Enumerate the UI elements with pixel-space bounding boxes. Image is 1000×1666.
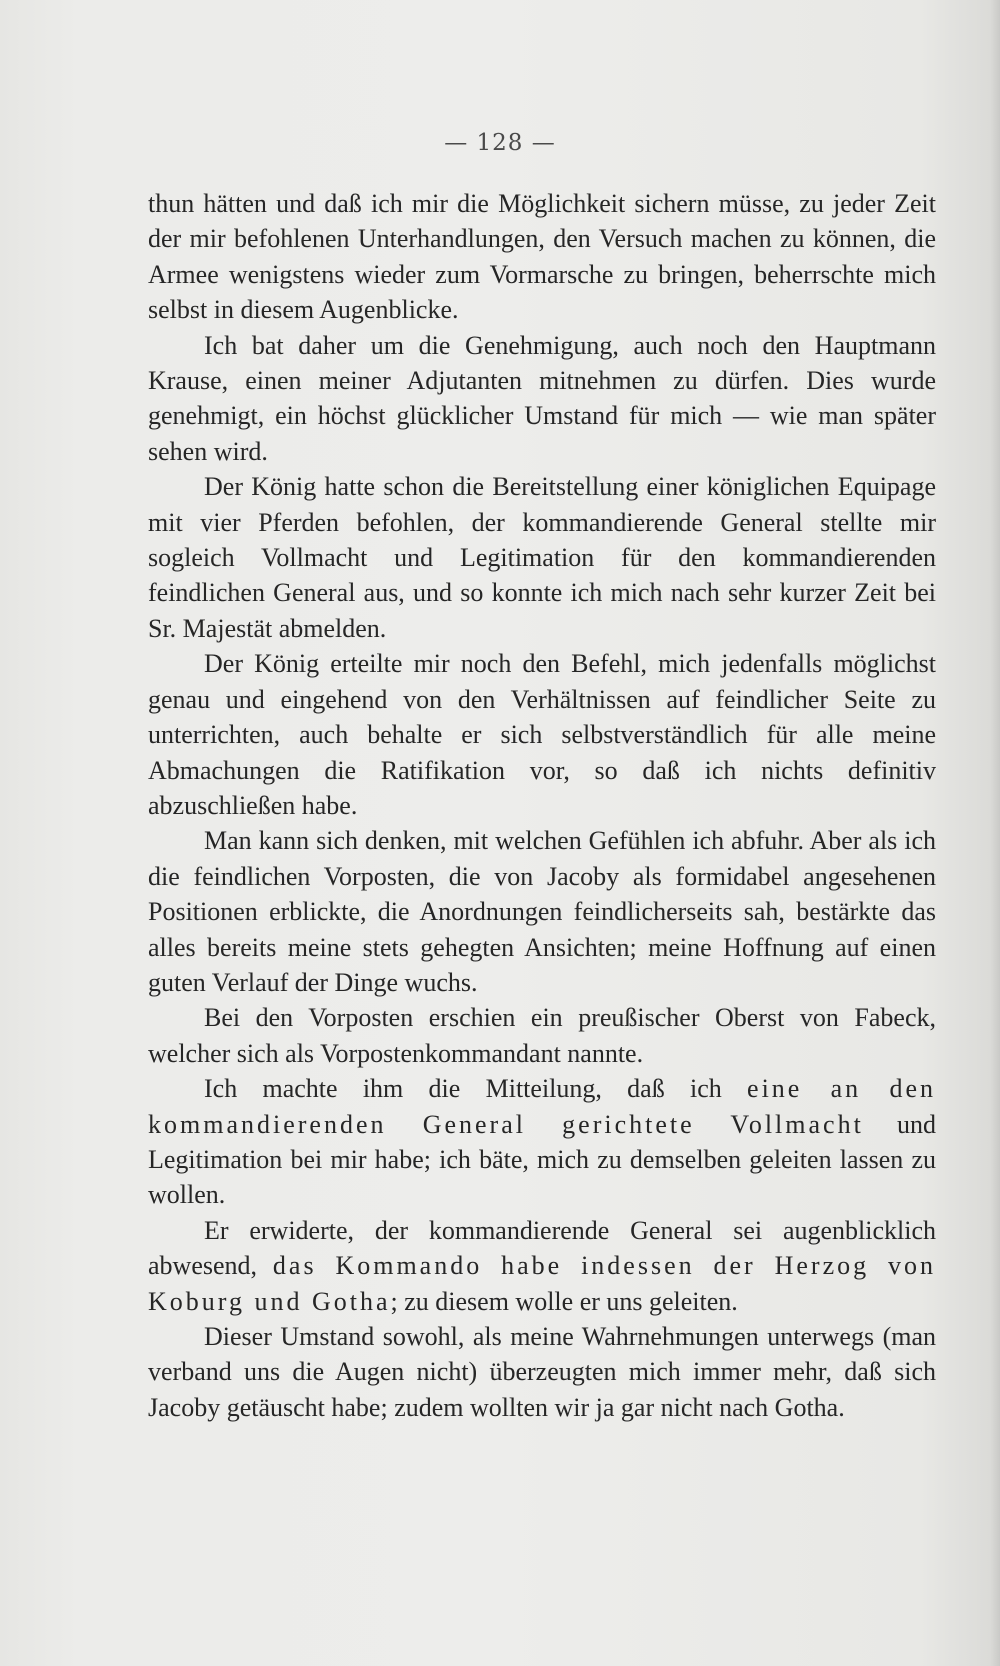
paragraph-text: Man kann sich denken, mit welchen Gefühlen ich abfuhr. Aber als ich die feindlichen Vorposten, die von Jacoby als formidabel angesehenen Positionen erblickte, die Anordnungen feindlicherseits sah, bestärkte das alles bereits meine stets gehegten Ansichten; meine Hoffnung auf einen guten Verlauf der Dinge wuchs. bbox=[148, 826, 936, 997]
paragraph-text: Ich machte ihm die Mitteilung, daß ich bbox=[204, 1074, 748, 1104]
paragraph bbox=[148, 328, 936, 470]
paragraph bbox=[148, 823, 936, 1000]
paragraph-text: Er erwiderte, der kommandierende General sei augenblicklich abwesend, bbox=[148, 1215, 936, 1281]
paragraph-text: Der König erteilte mir noch den Befehl, mich jedenfalls möglichst genau und eingehend von den Verhältnissen auf feindlicher Seite zu unterrichten, auch behalte er sich selbstverständlich für alle meine Abmachungen die Ratifikation vor, so daß ich nichts definitiv abzuschließen habe. bbox=[148, 649, 936, 820]
paragraph bbox=[148, 1319, 936, 1425]
paragraph bbox=[148, 469, 936, 646]
emphasized-text: das Kommando habe indessen der Herzog von Koburg und Gotha bbox=[148, 1251, 936, 1316]
paragraph-text: Bei den Vorposten erschien ein preußischer Oberst von Fabeck, welcher sich als Vorpostenkommandant nannte. bbox=[148, 1003, 936, 1068]
paragraph bbox=[148, 186, 936, 328]
paragraph-text: ; zu diesem wolle er uns geleiten. bbox=[390, 1286, 738, 1316]
body-text bbox=[148, 186, 936, 1425]
paragraph bbox=[148, 1000, 936, 1071]
paragraph bbox=[148, 1213, 936, 1319]
page-edge-shadow bbox=[990, 0, 1000, 1666]
paragraph-text: Ich bat daher um die Genehmigung, auch noch den Hauptmann Krause, einen meiner Adjutanten mitnehmen zu dürfen. Dies wurde genehmigt, ein höchst glücklicher Umstand für mich — wie man später sehen wird. bbox=[148, 330, 936, 466]
emphasized-text: eine an den kommandierenden General gerichtete Vollmacht bbox=[148, 1074, 936, 1139]
paragraph bbox=[148, 1071, 936, 1213]
paragraph-text: Dieser Umstand sowohl, als meine Wahrnehmungen unterwegs (man verband uns die Augen nicht) überzeugten mich immer mehr, daß sich Jacoby getäuscht habe; zudem wollten wir ja gar nicht nach Gotha. bbox=[148, 1322, 936, 1422]
paragraph-text: thun hätten und daß ich mir die Möglichkeit sichern müsse, zu jeder Zeit der mir befohlenen Unterhandlungen, den Versuch machen zu können, die Armee wenigstens wieder zum Vormarsche zu bringen, beherrschte mich selbst in diesem Augenblicke. bbox=[148, 189, 936, 325]
page-number-header: — 128 — bbox=[444, 130, 556, 156]
paragraph-text: und Legitimation bei mir habe; ich bäte, mich zu demselben geleiten lassen zu wollen. bbox=[148, 1109, 936, 1210]
paragraph-text: Der König hatte schon die Bereitstellung einer königlichen Equipage mit vier Pferden befohlen, der kommandierende General stellte mir sogleich Vollmacht und Legitimation für den kommandierenden feindlichen General aus, und so konnte ich mich nach sehr kurzer Zeit bei Sr. Majestät abmelden. bbox=[148, 472, 936, 643]
paragraph bbox=[148, 646, 936, 823]
